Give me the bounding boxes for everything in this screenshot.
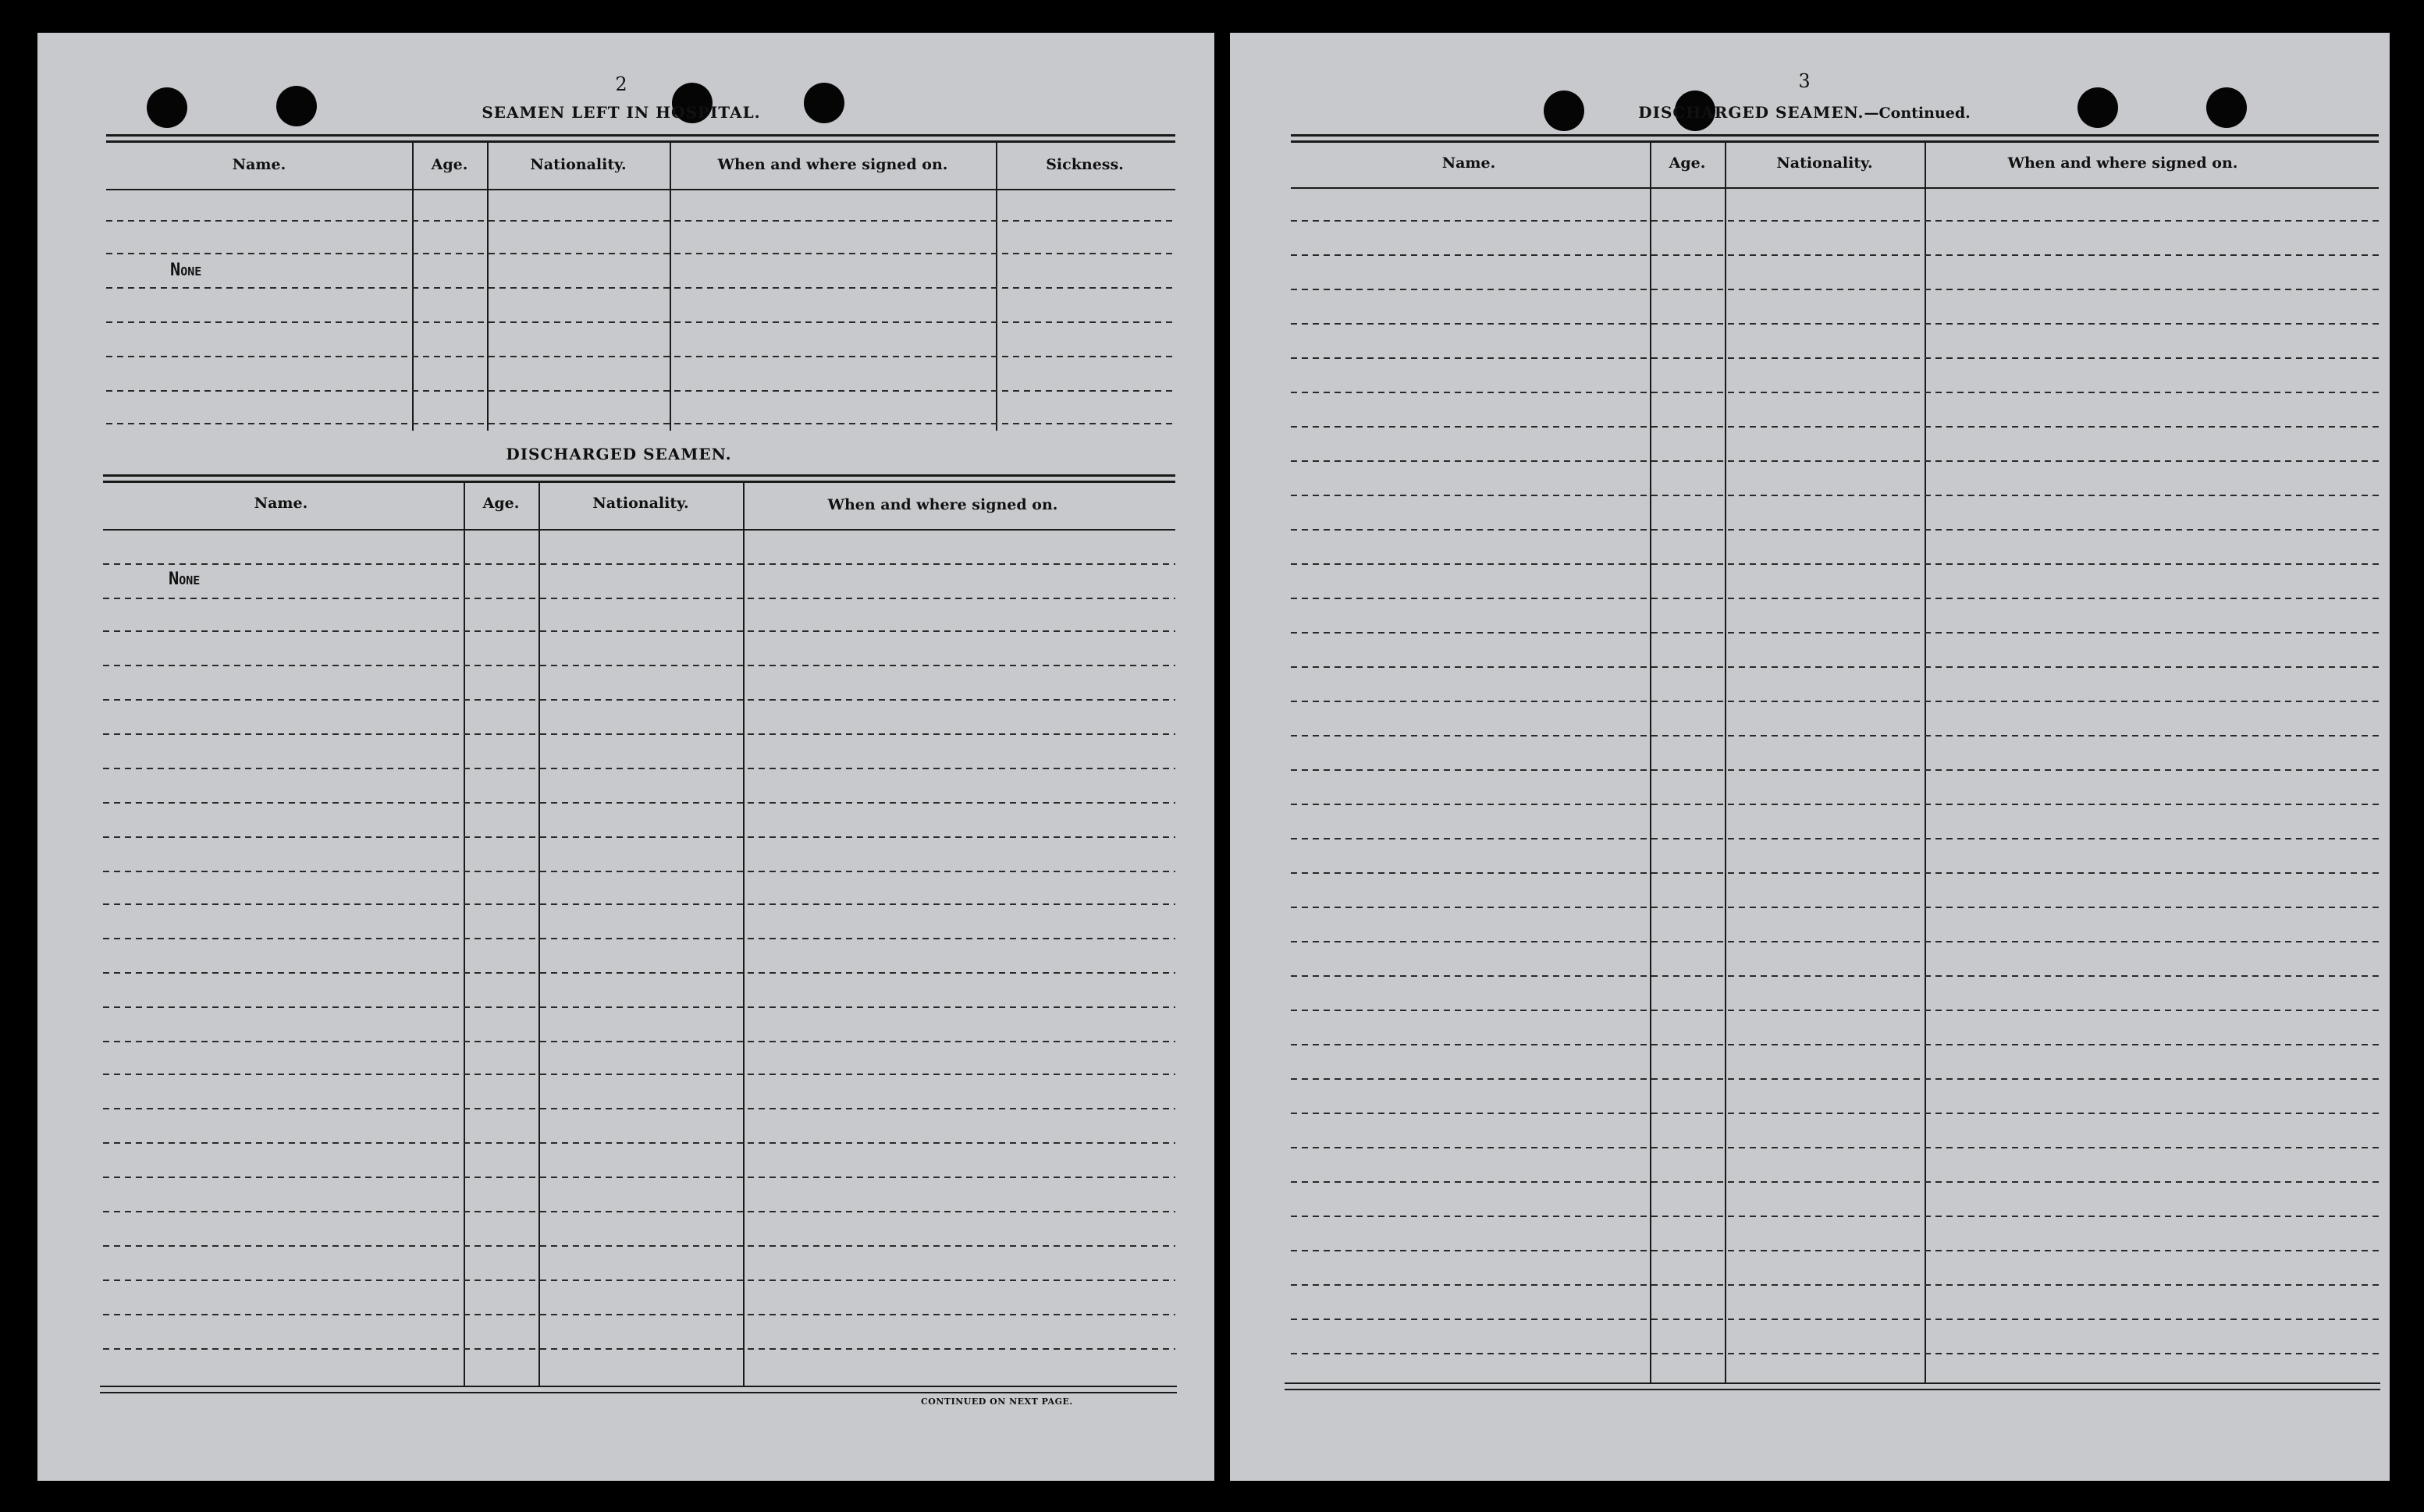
title-suffix: —Continued.	[1864, 105, 1971, 122]
column-header-name: Name.	[232, 156, 286, 173]
discharged-section-title: DISCHARGED SEAMEN.	[506, 445, 732, 463]
column-header-nationality: Nationality.	[592, 495, 689, 512]
hospital-entry-none: None	[170, 261, 202, 280]
continued-footnote: CONTINUED ON NEXT PAGE.	[921, 1397, 1073, 1407]
page-number: 3	[1798, 70, 1811, 92]
right-page	[1230, 33, 2390, 1481]
page-number: 2	[615, 73, 627, 95]
punch-hole	[804, 83, 844, 123]
column-header-age: Age.	[482, 495, 520, 512]
hospital-section-title: SEAMEN LEFT IN HOSPITAL.	[482, 103, 761, 122]
punch-hole	[147, 87, 187, 128]
column-header-age: Age.	[431, 156, 468, 173]
column-header-sickness: Sickness.	[1046, 156, 1124, 173]
discharged-entry-none: None	[169, 570, 201, 589]
title-main: DISCHARGED SEAMEN.	[1638, 103, 1864, 122]
discharged-continued-title	[1638, 103, 1971, 122]
column-header-name: Name.	[1441, 154, 1496, 172]
column-header-when-where: When and where signed on.	[717, 156, 948, 173]
column-header-when-where: When and where signed on.	[2007, 154, 2238, 172]
column-header-nationality: Nationality.	[530, 156, 627, 173]
column-header-nationality: Nationality.	[1776, 154, 1873, 172]
column-header-age: Age.	[1669, 154, 1706, 172]
punch-hole	[1544, 91, 1584, 131]
punch-hole	[2206, 87, 2247, 128]
column-header-when-where: When and where signed on.	[827, 496, 1058, 513]
column-header-name: Name.	[254, 495, 308, 512]
left-page	[37, 33, 1214, 1481]
punch-hole	[2077, 87, 2118, 128]
punch-hole	[276, 86, 317, 126]
